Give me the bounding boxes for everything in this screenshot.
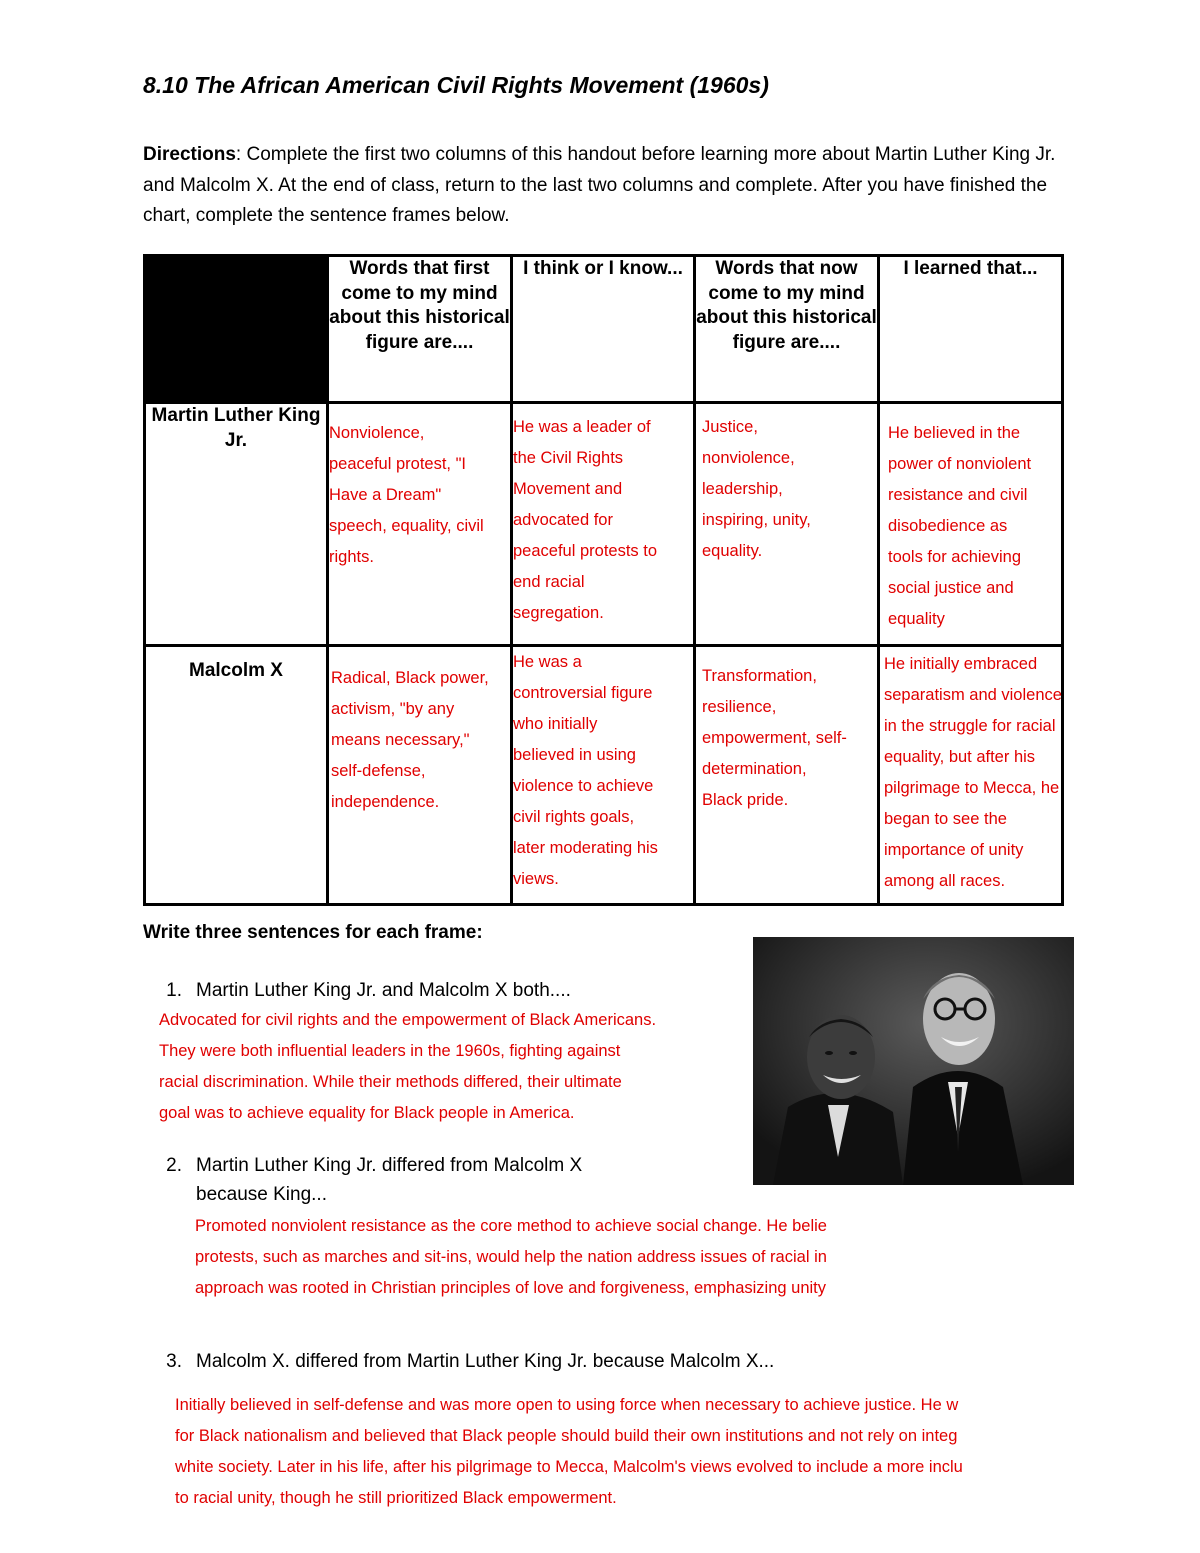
photo-illustration [753, 937, 1074, 1185]
mlk-first-words[interactable]: Nonviolence, peaceful protest, "I Have a Dream" speech, equality, civil rights. [328, 403, 512, 646]
frame-2-prompt [148, 1151, 582, 1209]
frame-number: 2. [166, 1155, 182, 1176]
chart-header-row [145, 256, 1063, 403]
header-learned: I learned that... [879, 256, 1063, 403]
row-header-mlk: Martin Luther King Jr. [145, 403, 328, 646]
malcolm-first-words[interactable]: Radical, Black power, activism, "by any means necessary," self-defense, independence. [328, 646, 512, 905]
frame-3-prompt [148, 1351, 774, 1373]
frames-heading: Write three sentences for each frame: [143, 922, 483, 943]
directions-text: : Complete the first two columns of this handout before learning more about Martin Luther King Jr. and Malcolm X. At the end of class, return to the last two columns and complete. After you have finished the chart, complete the sentence frames below. [143, 144, 1056, 226]
table-row [145, 403, 1063, 646]
frame-2-answer[interactable]: Promoted nonviolent resistance as the core method to achieve social change. He belie protests, such as marches and sit-ins, would help the nation address issues of racial in approach was rooted in Christian principles of love and forgiveness, emphasizing unity [195, 1217, 827, 1297]
row-header-malcolm: Malcolm X [145, 646, 328, 905]
mlk-malcolm-photo [753, 937, 1074, 1185]
directions [143, 140, 1063, 232]
blank-corner-cell [145, 256, 328, 403]
page-title: 8.10 The African American Civil Rights Movement (1960s) [143, 72, 769, 98]
malcolm-now-words[interactable]: Transformation, resilience, empowerment, self- determination, Black pride. [695, 646, 879, 905]
malcolm-think-know[interactable]: He was a controversial figure who initially believed in using violence to achieve civil rights goals, later moderating his views. [512, 646, 695, 905]
table-row [145, 646, 1063, 905]
frame-prompt-text: Martin Luther King Jr. differed from Malcolm X [196, 1155, 583, 1176]
header-first-words: Words that first come to my mind about this historical figure are.... [328, 256, 512, 403]
mlk-think-know[interactable]: He was a leader of the Civil Rights Movement and advocated for peaceful protests to end racial segregation. [512, 403, 695, 646]
mlk-learned[interactable]: He believed in the power of nonviolent resistance and civil disobedience as tools for achieving social justice and equality [879, 403, 1063, 646]
frame-prompt-text: Martin Luther King Jr. and Malcolm X both.... [196, 980, 571, 1001]
frame-3-answer[interactable]: Initially believed in self-defense and was more open to using force when necessary to achieve justice. He w for Black nationalism and believed that Black people should build their own institutions and not rely on integ white society. Later in his life, after his pilgrimage to Mecca, Malcolm's views evolved to include a more inclu to racial unity, though he still prioritized Black empowerment. [175, 1396, 963, 1507]
frame-number: 3. [166, 1351, 182, 1372]
malcolm-learned[interactable]: He initially embraced separatism and violence in the struggle for racial equality, but after his pilgrimage to Mecca, he began to see the importance of unity among all races. [879, 646, 1063, 905]
kwl-chart [143, 254, 1064, 906]
frame-prompt-text: Malcolm X. differed from Martin Luther King Jr. because Malcolm X... [196, 1351, 775, 1372]
frame-1-answer[interactable]: Advocated for civil rights and the empowerment of Black Americans. They were both influential leaders in the 1960s, fighting against racial discrimination. While their methods differed, their ultimate goal was to achieve equality for Black people in America. [159, 1011, 657, 1122]
mlk-now-words[interactable]: Justice, nonviolence, leadership, inspiring, unity, equality. [695, 403, 879, 646]
frame-1-prompt [148, 980, 571, 1002]
header-now-words: Words that now come to my mind about this historical figure are.... [695, 256, 879, 403]
frame-prompt-continuation: because King... [196, 1184, 327, 1205]
directions-label: Directions [143, 144, 236, 165]
header-think-know: I think or I know... [512, 256, 695, 403]
frame-number: 1. [166, 980, 182, 1001]
